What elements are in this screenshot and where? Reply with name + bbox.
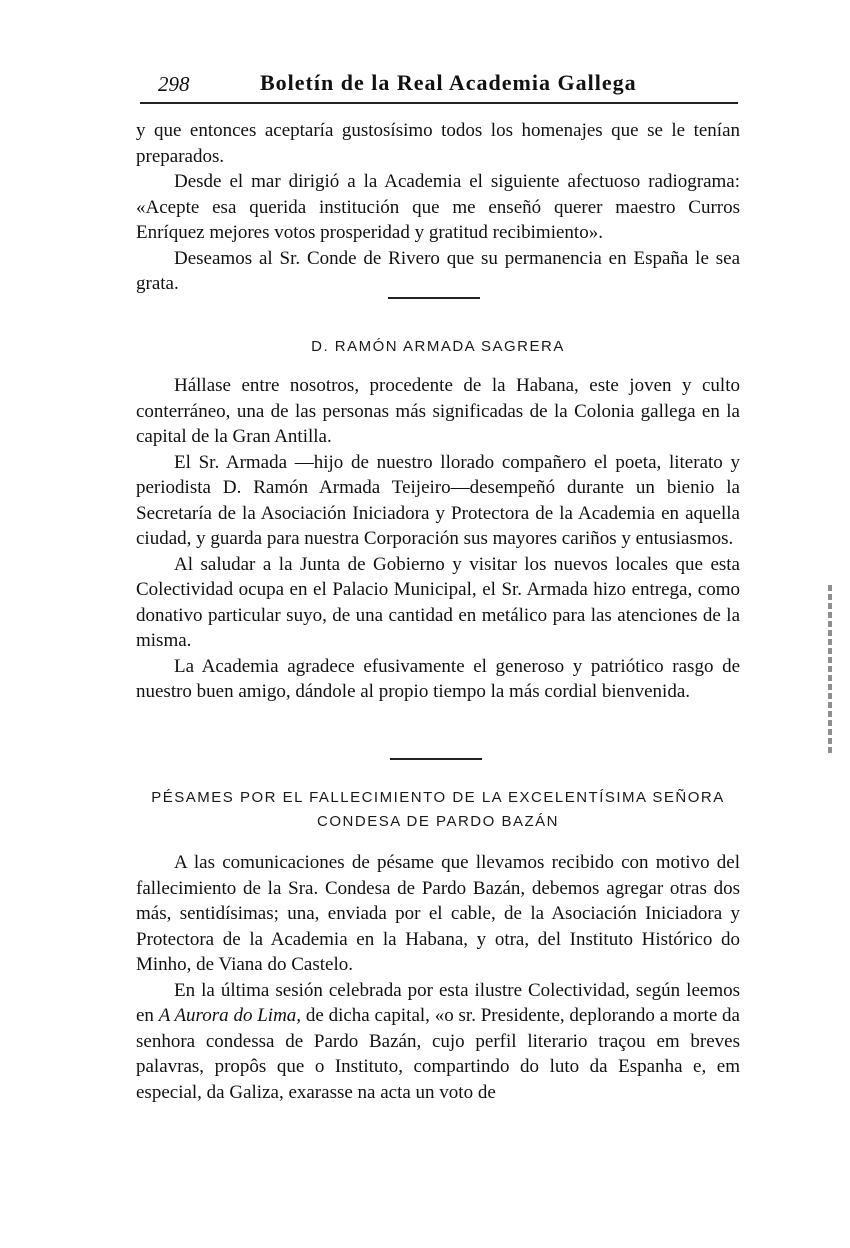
paragraph: Al saludar a la Junta de Gobierno y visitar los nuevos locales que esta Colectividad ocupa en el Palacio Municipal, el Sr. Armada hizo entrega, como donativo particular suyo, de una cantidad en metálico para las atenciones de la misma. xyxy=(136,553,740,651)
running-title: Boletín de la Real Academia Gallega xyxy=(260,70,637,95)
paragraph: Deseamos al Sr. Conde de Rivero que su permanencia en España le sea grata. xyxy=(136,247,740,294)
section-heading-pesames-line1: PÉSAMES POR EL FALLECIMIENTO DE LA EXCELENTÍSIMA SEÑORA xyxy=(151,789,725,806)
newspaper-title: A Aurora do Lima, xyxy=(158,1005,302,1026)
page-number: 298 xyxy=(158,72,190,96)
section-heading-pesames-line2: CONDESA DE PARDO BAZÁN xyxy=(317,813,559,830)
paragraph-text: de dicha capital, «o sr. Presidente, deplorando a morte da senhora condessa de Pardo Bazán, cujo perfil literario traçou em breves palavras, propôs que o Instituto, compartindo do luto da Espanha e, em especial, da Galiza, exarasse na acta un voto de xyxy=(136,1005,740,1103)
running-header xyxy=(140,70,738,104)
margin-scan-mark xyxy=(828,585,832,755)
paragraph: La Academia agradece efusivamente el generoso y patriótico rasgo de nuestro buen amigo, dándole al propio tiempo la más cordial bienvenida. xyxy=(136,655,740,702)
paragraph: Desde el mar dirigió a la Academia el siguiente afectuoso radiograma: «Acepte esa querida institución que me enseñó querer maestro Curros Enríquez mejores votos prosperidad y gratitud recibimiento». xyxy=(136,171,740,243)
paragraph: Hállase entre nosotros, procedente de la Habana, este joven y culto conterráneo, una de las personas más significadas de la Colonia gallega en la capital de la Gran Antilla. xyxy=(136,375,740,447)
section-heading-armada: D. RAMÓN ARMADA SAGRERA xyxy=(311,338,565,355)
paragraph xyxy=(136,978,740,1106)
section-divider xyxy=(388,297,480,299)
paragraph: y que entonces aceptaría gustosísimo todos los homenajes que se le tenían preparados. xyxy=(136,120,740,167)
paragraph: El Sr. Armada —hijo de nuestro llorado compañero el poeta, literato y periodista D. Ramón Armada Teijeiro—desempeñó durante un bienio la Secretaría de la Asociación Iniciadora y Protectora de la Academia en aquella ciudad, y guarda para nuestra Corporación sus mayores cariños y entusiasmos. xyxy=(136,451,740,549)
section-armada-body xyxy=(136,373,740,705)
section-pesames-body xyxy=(136,850,740,1105)
paragraph: A las comunicaciones de pésame que llevamos recibido con motivo del fallecimiento de la Sra. Condesa de Pardo Bazán, debemos agregar otras dos más, sentidísimas; una, enviada por el cable, de la Asociación Iniciadora y Protectora de la Academia en la Habana, y otra, del Instituto Histórico do Minho, de Viana do Castelo. xyxy=(136,852,740,975)
paragraph-text: En la última sesión celebrada por esta ilustre Colectividad, según leemos en xyxy=(136,979,740,1026)
section-divider xyxy=(390,758,482,760)
section-continuation xyxy=(136,118,740,297)
